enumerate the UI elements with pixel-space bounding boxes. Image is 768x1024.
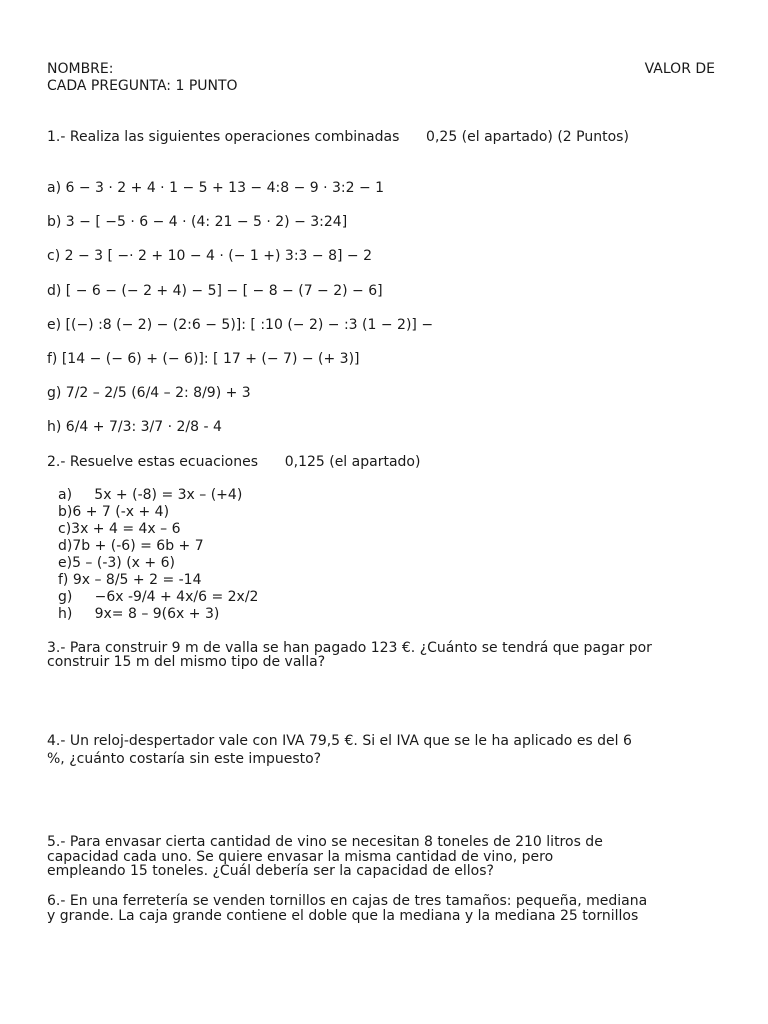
value-per-question: CADA PREGUNTA: 1 PUNTO	[47, 78, 238, 94]
name-label: NOMBRE:	[47, 61, 114, 77]
question-2-item-b: b)6 + 7 (-x + 4)	[58, 504, 170, 520]
question-2-title: 2.- Resuelve estas ecuaciones 0,125 (el apartado)	[47, 454, 421, 470]
question-3-line-1: 3.- Para construir 9 m de valla se han pagado 123 €. ¿Cuánto se tendrá que pagar por	[47, 640, 652, 656]
question-1-item-d: d) [ − 6 − (− 2 + 4) − 5] − [ − 8 − (7 − 2) − 6]	[47, 283, 383, 299]
question-1-item-b: b) 3 − [ −5 · 6 − 4 · (4: 21 − 5 · 2) − 3:24]	[47, 214, 348, 230]
question-1-item-c: c) 2 − 3 [ −· 2 + 10 − 4 · (− 1 +) 3:3 − 8] − 2	[47, 248, 373, 264]
question-6-line-1: 6.- En una ferretería se venden tornillos en cajas de tres tamaños: pequeña, mediana	[47, 893, 648, 909]
question-2-item-g: g) −6x -9/4 + 4x/6 = 2x/2	[58, 589, 259, 605]
question-2-item-d: d)7b + (-6) = 6b + 7	[58, 538, 204, 554]
question-5-line-1: 5.- Para envasar cierta cantidad de vino se necesitan 8 toneles de 210 litros de	[47, 834, 603, 850]
question-3-line-2: construir 15 m del mismo tipo de valla?	[47, 654, 326, 670]
value-label: VALOR DE	[644, 61, 715, 77]
question-2-item-h: h) 9x= 8 – 9(6x + 3)	[58, 606, 220, 622]
question-2-item-c: c)3x + 4 = 4x – 6	[58, 521, 181, 537]
question-1-item-a: a) 6 − 3 · 2 + 4 · 1 − 5 + 13 − 4:8 − 9 · 3:2 − 1	[47, 180, 385, 196]
question-2-item-a: a) 5x + (-8) = 3x – (+4)	[58, 487, 243, 503]
question-2-item-e: e)5 – (-3) (x + 6)	[58, 555, 175, 571]
question-5-line-2: capacidad cada uno. Se quiere envasar la misma cantidad de vino, pero	[47, 849, 554, 865]
question-4-line-1: 4.- Un reloj-despertador vale con IVA 79,5 €. Si el IVA que se le ha aplicado es del 6	[47, 733, 632, 749]
question-1-item-h: h) 6/4 + 7/3: 3/7 · 2/8 - 4	[47, 419, 222, 435]
question-2-item-f: f) 9x – 8/5 + 2 = -14	[58, 572, 202, 588]
question-1-title: 1.- Realiza las siguientes operaciones combinadas 0,25 (el apartado) (2 Puntos)	[47, 129, 629, 145]
question-1-item-e: e) [(−) :8 (− 2) − (2:6 − 5)]: [ :10 (− 2) − :3 (1 − 2)] −	[47, 317, 434, 333]
question-5-line-3: empleando 15 toneles. ¿Cuál debería ser la capacidad de ellos?	[47, 863, 494, 879]
question-1-item-f: f) [14 − (− 6) + (− 6)]: [ 17 + (− 7) − (+ 3)]	[47, 351, 360, 367]
question-6-line-2: y grande. La caja grande contiene el doble que la mediana y la mediana 25 tornillos	[47, 908, 639, 924]
question-4-line-2: %, ¿cuánto costaría sin este impuesto?	[47, 751, 322, 767]
question-1-item-g: g) 7/2 – 2/5 (6/4 – 2: 8/9) + 3	[47, 385, 251, 401]
